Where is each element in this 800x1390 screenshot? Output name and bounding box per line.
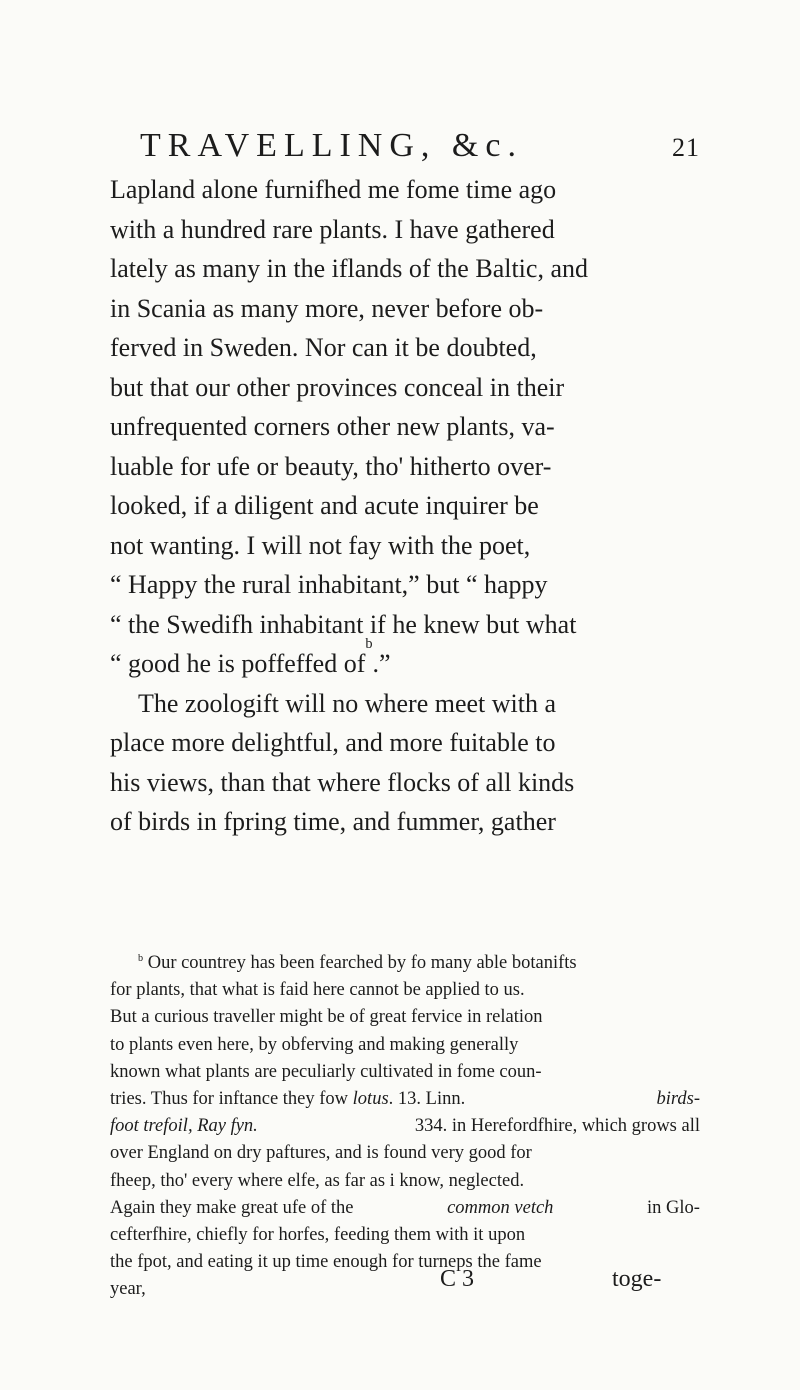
running-title: TRAVELLING, &c. xyxy=(140,127,523,164)
text-line: his views, than that where flocks of all kinds xyxy=(110,767,575,797)
footnote xyxy=(110,950,700,1304)
text-line: with a hundred rare plants. I have gathered xyxy=(110,214,555,244)
footnote-line: known what plants are peculiarly cultivated in fome coun- xyxy=(110,1061,542,1082)
quote-close: .” xyxy=(372,649,391,678)
text-line: unfrequented corners other new plants, va- xyxy=(110,412,555,441)
text-line: luable for ufe or beauty, tho' hitherto over- xyxy=(110,451,552,481)
footnote-line: foot trefoil, Ray fyn. 334. in Herefordfhire, which grows all xyxy=(110,1116,700,1137)
footnote-line: But a curious traveller might be of great fervice in relation xyxy=(110,1007,543,1028)
footnote-line: year, xyxy=(110,1279,146,1300)
text-line: not wanting. I will not fay with the poet, xyxy=(110,530,531,560)
text-line: ferved in Sweden. Nor can it be doubted, xyxy=(110,333,537,362)
main-text xyxy=(110,170,700,842)
text-line xyxy=(110,636,700,684)
text-line: lately as many in the iflands of the Baltic, and xyxy=(110,254,588,283)
text-line: “ the Swedifh inhabitant if he knew but what xyxy=(110,609,577,639)
page-number: 21 xyxy=(672,133,700,162)
text-line: Lapland alone furnifhed me fome time ago xyxy=(110,175,557,204)
footnote-reference: b xyxy=(365,636,373,652)
text-line: of birds in fpring time, and fummer, gather xyxy=(110,807,556,836)
text-line: The zoologift will no where meet with a xyxy=(138,688,557,718)
footnote-line: Again they make great ufe of the common vetch in Glo- xyxy=(110,1197,700,1218)
running-header xyxy=(140,127,700,165)
footnote-line: tries. Thus for inftance they fow lotus. 13. Linn. birds- xyxy=(110,1089,700,1110)
text-line: looked, if a diligent and acute inquirer be xyxy=(110,491,539,520)
signature-mark: C 3 xyxy=(440,1266,475,1292)
footnote-line: the fpot, and eating it up time enough for turneps the fame xyxy=(110,1252,542,1273)
text-line: “ Happy the rural inhabitant,” but “ happy xyxy=(110,570,548,599)
footnote-line: over England on dry paftures, and is found very good for xyxy=(110,1143,532,1164)
catchword: toge- xyxy=(612,1266,662,1292)
quote-text: “ good he is poffeffed of xyxy=(110,649,366,678)
footnote-line: for plants, that what is faid here cannot be applied to us. xyxy=(110,980,525,1001)
text-line: but that our other provinces conceal in their xyxy=(110,372,565,402)
footnote-line: $^b$ Our countrey has been fearched by fo many able botanifts xyxy=(138,952,577,973)
text-line: in Scania as many more, never before ob- xyxy=(110,293,544,323)
footnote-line: to plants even here, by obferving and making generally xyxy=(110,1034,519,1055)
text-line: place more delightful, and more fuitable to xyxy=(110,728,556,757)
footnote-line: fheep, tho' every where elfe, as far as i know, neglected. xyxy=(110,1170,525,1191)
footnote-marker: b xyxy=(138,952,144,964)
footnote-line: cefterfhire, chiefly for horfes, feeding them with it upon xyxy=(110,1225,526,1246)
